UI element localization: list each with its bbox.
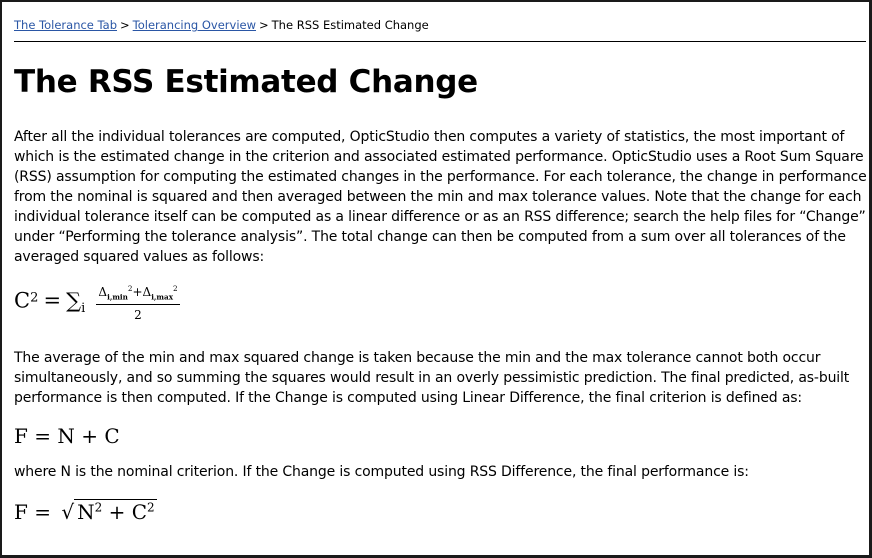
header-divider: [14, 41, 866, 42]
page-title: The RSS Estimated Change: [14, 64, 478, 100]
radical-sign: √: [61, 500, 75, 524]
n-term: N: [77, 500, 95, 524]
delta-min-sub: i,min: [107, 292, 128, 302]
average-paragraph: The average of the min and max squared change is taken because the min and the max tolerance cannot both occur simultaneously, and so summing the squares would result in an overly pessimistic prediction. The final predicted, as-built performance is then computed. If the Change is computed using Linear Difference, the final criterion is defined as:: [14, 350, 850, 406]
eq-lhs: C: [14, 288, 31, 313]
breadcrumb-link-tolerancing-overview[interactable]: Tolerancing Overview: [132, 18, 257, 32]
delta-max-exp: 2: [172, 284, 178, 293]
intro-paragraph: After all the individual tolerances are computed, OpticStudio then computes a variety of statistics, the most important of which is the estimated change in the criterion and associated estimated performance. OpticStudio uses a Root Sum Square (RSS) assumption for computing the estimated changes in the performance. For each tolerance, the change in performance from the nominal is squared and then averaged between the min and max tolerance values. Note that the change for each individual tolerance itself can be computed as a linear difference or as an RSS difference; search the help files for “Change” under “Performing the tolerance analysis”. The total change can then be computed from a sum over all tolerances of the averaged squared values as follows:: [14, 129, 867, 265]
plus-sign: +: [108, 500, 126, 524]
eq-numerator: [96, 284, 179, 305]
n-exp: 2: [94, 500, 103, 515]
sum-symbol: ∑: [66, 288, 82, 313]
rss-final-equation: [14, 496, 157, 524]
delta-max-sub: i,max: [151, 292, 173, 302]
eq-lhs-exp: 2: [30, 290, 39, 306]
rss-sum-equation: [14, 284, 180, 328]
breadcrumb-separator: >: [120, 18, 130, 32]
eq3-lhs: F =: [14, 500, 51, 524]
c-term: C: [131, 500, 148, 524]
plus-sign: +: [132, 285, 143, 299]
breadcrumb: [14, 18, 429, 32]
delta-min-exp: 2: [127, 284, 133, 293]
breadcrumb-separator: >: [259, 18, 269, 32]
eq-fraction: [96, 284, 179, 322]
radicand: [74, 499, 157, 524]
breadcrumb-current: The RSS Estimated Change: [271, 18, 429, 32]
breadcrumb-link-tolerance-tab[interactable]: The Tolerance Tab: [14, 18, 118, 32]
sum-index: i: [81, 300, 86, 316]
eq-equals: =: [43, 288, 62, 313]
linear-final-equation: F = N + C: [14, 424, 120, 448]
delta-symbol: Δ: [142, 285, 152, 299]
delta-symbol: Δ: [98, 285, 108, 299]
nominal-paragraph: where N is the nominal criterion. If the Change is computed using RSS Difference, the final performance is:: [14, 464, 749, 480]
eq-denominator: 2: [134, 308, 142, 323]
square-root: [57, 496, 156, 524]
c-exp: 2: [147, 500, 155, 515]
